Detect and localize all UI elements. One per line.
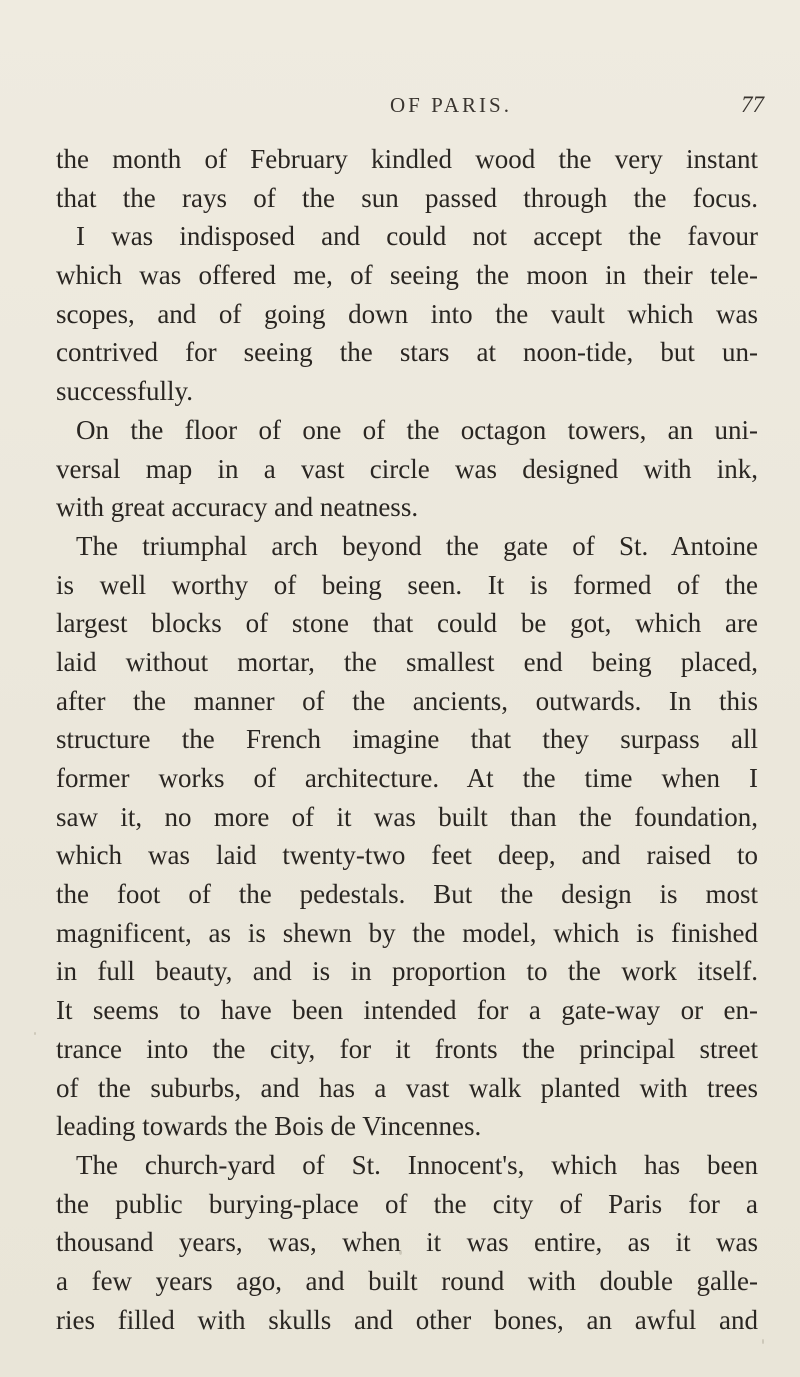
- text-line: laid without mortar, the smallest end being placed,: [56, 646, 758, 677]
- text-line: that the rays of the sun passed through the focus.: [56, 182, 758, 213]
- text-line: versal map in a vast circle was designed with ink,: [56, 453, 758, 484]
- paragraph-start-line: On the floor of one of the octagon towers, an uni-: [76, 414, 758, 445]
- paragraph-start-line: I was indisposed and could not accept the favour: [76, 221, 758, 252]
- paragraph-end-line: successfully.: [56, 376, 193, 407]
- text-line: ries filled with skulls and other bones, an awful and: [56, 1304, 758, 1335]
- text-line: former works of architecture. At the time when I: [56, 763, 758, 793]
- text-line: which was offered me, of seeing the moon in their tele-: [56, 260, 758, 291]
- text-line: thousand years, was, when it was entire, as it was: [56, 1227, 758, 1258]
- body-text: [56, 140, 758, 1339]
- running-title: OF PARIS.: [390, 93, 512, 117]
- text-line: It seems to have been intended for a gate-way or en-: [56, 995, 758, 1026]
- text-line: is well worthy of being seen. It is formed of the: [56, 569, 758, 600]
- text-line: trance into the city, for it fronts the principal street: [56, 1033, 758, 1064]
- paper-speck: [762, 1339, 764, 1344]
- text-line: the foot of the pedestals. But the design is most: [56, 879, 758, 910]
- text-line: after the manner of the ancients, outwards. In this: [56, 685, 758, 716]
- text-line: the month of February kindled wood the very instant: [56, 144, 758, 174]
- paper-speck: [34, 1032, 36, 1035]
- text-line: saw it, no more of it was built than the foundation,: [56, 801, 758, 832]
- text-line: largest blocks of stone that could be got, which are: [56, 608, 758, 639]
- paragraph-start-line: The church-yard of St. Innocent's, which has been: [76, 1149, 758, 1180]
- text-line: the public burying-place of the city of Paris for a: [56, 1188, 758, 1219]
- paragraph-start-line: The triumphal arch beyond the gate of St. Antoine: [76, 530, 758, 561]
- text-line: which was laid twenty-two feet deep, and raised to: [56, 840, 758, 871]
- text-line: of the suburbs, and has a vast walk planted with trees: [56, 1072, 758, 1103]
- page-number: 77: [741, 92, 764, 117]
- text-line: a few years ago, and built round with double galle-: [56, 1265, 758, 1296]
- text-line: structure the French imagine that they surpass all: [56, 724, 758, 755]
- paragraph-end-line: leading towards the Bois de Vincennes.: [56, 1111, 482, 1142]
- paper-speck: [399, 1250, 402, 1255]
- text-line: contrived for seeing the stars at noon-tide, but un-: [56, 337, 758, 368]
- text-line: in full beauty, and is in proportion to the work itself.: [56, 956, 758, 987]
- text-line: magnificent, as is shewn by the model, which is finished: [56, 917, 758, 948]
- paragraph-end-line: with great accuracy and neatness.: [56, 492, 419, 523]
- text-line: scopes, and of going down into the vault which was: [56, 298, 758, 329]
